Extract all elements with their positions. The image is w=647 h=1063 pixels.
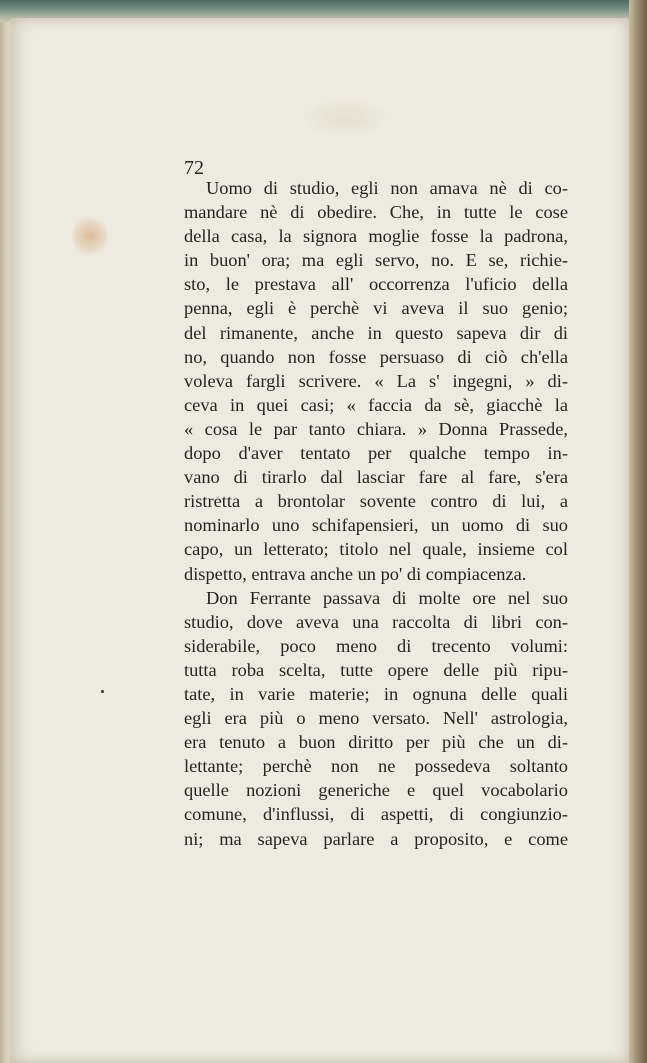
text-line: in buon' ora; ma egli servo, no. E se, richie- xyxy=(184,250,568,271)
text-line: tutta roba scelta, tutte opere delle più ripu- xyxy=(184,659,568,680)
ink-speck xyxy=(101,690,104,693)
text-line: penna, egli è perchè vi aveva il suo genio; xyxy=(184,298,568,319)
body-text xyxy=(184,176,568,851)
text-line: no, quando non fosse persuaso di ciò ch'ella xyxy=(184,346,568,367)
text-line: dispetto, entrava anche un po' di compiacenza. xyxy=(184,563,527,584)
text-line: era tenuto a buon diritto per più che un di- xyxy=(184,732,568,753)
text-line: capo, un letterato; titolo nel quale, insieme col xyxy=(184,539,568,560)
text-line: del rimanente, anche in questo sapeva dir di xyxy=(184,322,568,343)
text-line: mandare nè di obedire. Che, in tutte le cose xyxy=(184,202,568,223)
text-line: nominarlo uno schifapensieri, un uomo di suo xyxy=(184,515,568,536)
text-line: dopo d'aver tentato per qualche tempo in- xyxy=(184,443,568,464)
text-line: Uomo di studio, egli non amava nè di co- xyxy=(206,178,568,198)
page-number: 72 xyxy=(184,157,204,179)
text-line: lettante; perchè non ne possedeva soltanto xyxy=(184,756,568,777)
text-line: siderabile, poco meno di trecento volumi: xyxy=(184,635,568,656)
text-line: « cosa le par tanto chiara. » Donna Prassede, xyxy=(184,418,568,439)
text-line: Don Ferrante passava di molte ore nel suo xyxy=(206,587,568,608)
text-line: sto, le prestava all' occorrenza l'uficio della xyxy=(184,274,568,295)
foxing-stain xyxy=(300,98,390,138)
text-line: comune, d'influssi, di aspetti, di congiunzio- xyxy=(184,804,568,825)
text-line: della casa, la signora moglie fosse la padrona, xyxy=(184,226,568,247)
text-line: ni; ma sapeva parlare a proposito, e come xyxy=(184,828,568,849)
foxing-stain xyxy=(72,216,108,256)
text-line: ristretta a brontolar sovente contro di lui, a xyxy=(184,491,568,512)
text-line: tate, in varie materie; in ognuna delle quali xyxy=(184,683,568,704)
text-line: egli era più o meno versato. Nell' astrologia, xyxy=(184,708,568,729)
text-line: quelle nozioni generiche e quel vocabolario xyxy=(184,780,568,801)
text-line: studio, dove aveva una raccolta di libri con- xyxy=(184,611,568,632)
text-line: voleva fargli scrivere. « La s' ingegni, » di- xyxy=(184,370,568,391)
text-line: ceva in quei casi; « faccia da sè, giacchè la xyxy=(184,394,568,415)
text-line: vano di tirarlo dal lasciar fare al fare, s'era xyxy=(184,467,568,488)
page-edge-shadow xyxy=(629,0,647,1063)
